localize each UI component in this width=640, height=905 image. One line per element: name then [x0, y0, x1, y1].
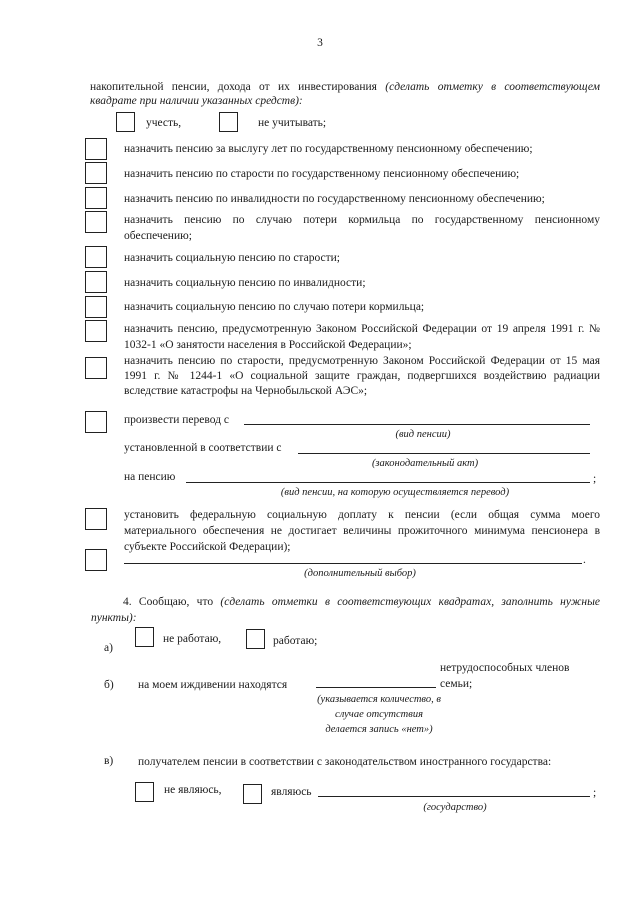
target-pension-field[interactable] [186, 482, 590, 483]
account-label: учесть, [146, 117, 182, 129]
option-label: назначить социальную пенсию по инвалидности; [124, 277, 366, 289]
option-checkbox[interactable] [85, 320, 107, 342]
transfer-from-field[interactable] [244, 424, 590, 425]
option-label: назначить пенсию по инвалидности по государственному пенсионному обеспечению; [124, 193, 545, 205]
foreign-recipient-label: являюсь [271, 786, 312, 798]
intro-text: накопительной пенсии, дохода от их инвестирования [90, 81, 377, 93]
foreign-state-field[interactable] [318, 796, 590, 797]
item-b-letter: б) [104, 679, 114, 691]
page-number: 3 [317, 37, 323, 49]
not-working-label: не работаю, [163, 633, 222, 645]
option-checkbox[interactable] [85, 138, 107, 160]
no-account-checkbox[interactable] [219, 112, 238, 132]
option-checkbox[interactable] [85, 271, 107, 293]
extra-choice-field[interactable] [124, 563, 582, 564]
foreign-state-end: ; [593, 787, 597, 799]
option-checkbox[interactable] [85, 187, 107, 209]
dependents-right-2: семьи; [440, 678, 473, 690]
transfer-checkbox[interactable] [85, 411, 107, 433]
option-label: назначить пенсию по старости, предусмотренную Законом Российской Федерации от 15 мая 1991 г. № 1244-1 «О социальной защите граждан, подвергшихся воздействию радиации вследствие катастрофы на Чернобыльской АЭС»; [124, 355, 600, 397]
foreign-pension-text: получателем пенсии в соответствии с законодательством иностранного государства: [138, 756, 552, 768]
option-checkbox[interactable] [85, 296, 107, 318]
option-label: назначить социальную пенсию по старости; [124, 252, 340, 264]
federal-supplement-checkbox[interactable] [85, 508, 107, 530]
extra-choice-end: . [583, 554, 586, 566]
option-label: назначить пенсию по случаю потери кормильца по государственному пенсионному обеспечению; [124, 214, 600, 242]
not-foreign-recipient-checkbox[interactable] [135, 782, 154, 802]
legal-act-field[interactable] [298, 453, 590, 454]
no-account-label: не учитывать; [258, 117, 327, 129]
working-label: работаю; [273, 635, 318, 647]
transfer-label: произвести перевод с [124, 414, 229, 426]
option-label: назначить пенсию по старости по государственному пенсионному обеспечению; [124, 168, 520, 180]
dependents-label: на моем иждивении находятся [138, 679, 288, 691]
target-pension-end: ; [593, 473, 597, 485]
dependents-caption: (указывается количество, в случае отсутствия делается запись «нет») [317, 694, 441, 735]
section4-paragraph [91, 594, 600, 626]
not-foreign-recipient-label: не являюсь, [164, 784, 222, 796]
option-checkbox[interactable] [85, 246, 107, 268]
foreign-recipient-checkbox[interactable] [243, 784, 262, 804]
option-checkbox[interactable] [85, 357, 107, 379]
option-checkbox[interactable] [85, 162, 107, 184]
target-pension-caption: (вид пенсии, на которую осуществляется перевод) [280, 487, 510, 498]
intro-paragraph [90, 80, 600, 108]
extra-choice-checkbox[interactable] [85, 549, 107, 571]
legal-act-caption: (законодательный акт) [371, 458, 479, 469]
account-checkbox[interactable] [116, 112, 135, 132]
established-label: установленной в соответствии с [124, 442, 282, 454]
not-working-checkbox[interactable] [135, 627, 154, 647]
foreign-state-caption: (государство) [423, 802, 487, 813]
federal-supplement-label: установить федеральную социальную доплату к пенсии (если общая сумма моего материального обеспечения не достигает величины прожиточного минимума пенсионера в субъекте Российской Федерации); [124, 509, 600, 553]
option-checkbox[interactable] [85, 211, 107, 233]
section4-note: (сделать отметки в соответствующих квадратах, заполнить нужные пункты): [91, 596, 600, 624]
option-label: назначить пенсию за выслугу лет по государственному пенсионному обеспечению; [124, 143, 533, 155]
section4-text: 4. Сообщаю, что [123, 596, 214, 608]
dependents-right-1: нетрудоспособных членов [440, 662, 570, 674]
to-pension-label: на пенсию [124, 471, 176, 483]
transfer-from-caption: (вид пенсии) [395, 429, 451, 440]
item-a-letter: а) [104, 642, 113, 654]
working-checkbox[interactable] [246, 629, 265, 649]
intro-note: (сделать отметку в соответствующем квадрате при наличии указанных средств): [90, 81, 601, 107]
dependents-count-field[interactable] [316, 687, 436, 688]
option-label: назначить социальную пенсию по случаю потери кормильца; [124, 301, 425, 313]
option-label: назначить пенсию, предусмотренную Законом Российской Федерации от 19 апреля 1991 г. № 1032-1 «О занятости населения в Российской Федерации»; [124, 323, 600, 351]
item-v-letter: в) [104, 755, 114, 767]
extra-choice-caption: (дополнительный выбор) [304, 568, 416, 579]
